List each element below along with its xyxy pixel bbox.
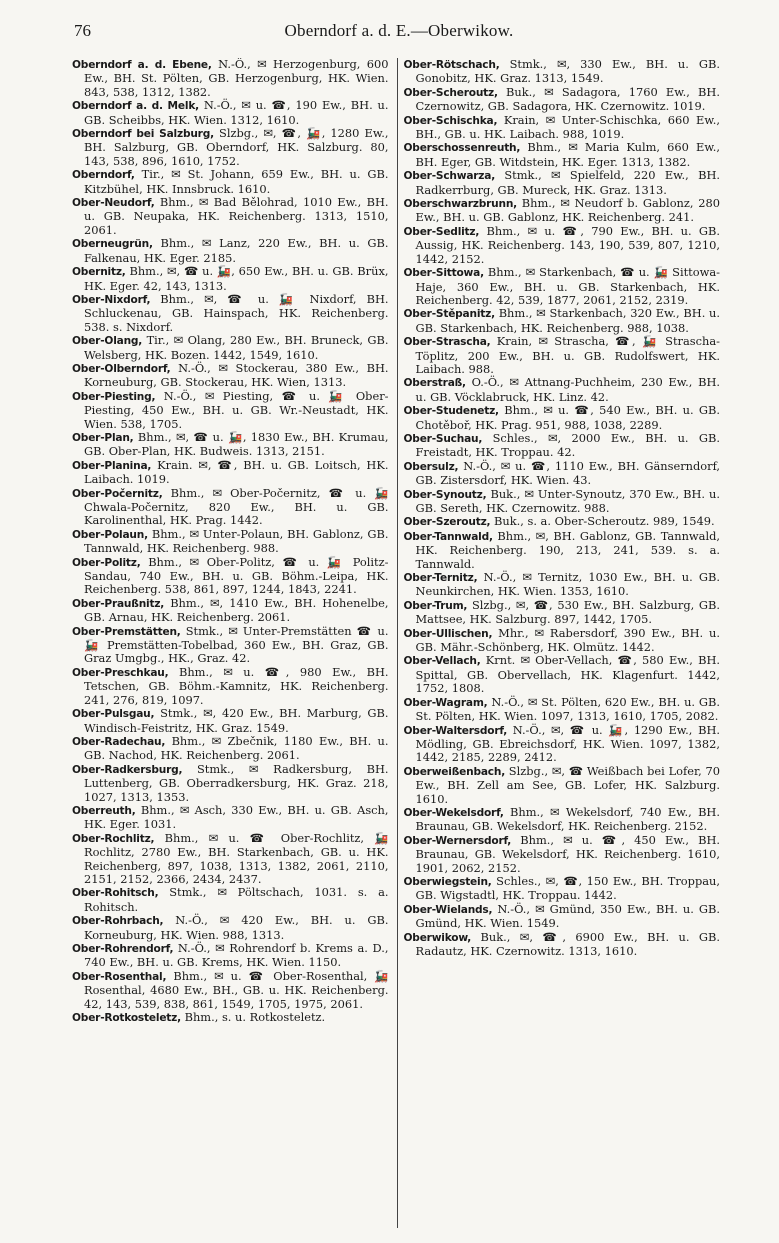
entry-text: N.-Ö., ✉ Herzogenburg, 600 Ew., BH. St. Pölten, GB. Herzogenburg, HK. Wien. 843, 538, 1312, 1382. [84,58,389,99]
entry-text: N.-Ö., ✉ u. ☎, 1110 Ew., BH. Gänserndorf, GB. Zistersdorf, HK. Wien. 43. [415,458,720,488]
entry-headword: Obernitz, [72,266,126,279]
entry-headword: Ober-Nixdorf, [72,293,151,306]
entry-text: Krain, ✉ Unter-Schischka, 660 Ew., BH., GB. u. HK. Laibach. 988, 1019. [415,112,720,142]
gazetteer-entry [404,765,721,806]
entry-text: Bhm., ✉ Zbečnik, 1180 Ew., BH. u. GB. Nachod, HK. Reichenberg. 2061. [84,733,389,763]
entry-headword: Ober-Szeroutz, [403,516,491,529]
gazetteer-entry [404,599,721,627]
entry-headword: Ober-Synoutz, [403,488,487,501]
gazetteer-entry [404,404,721,432]
entry-text: N.-Ö., ✉ Piesting, ☎ u. 🚂 Ober-Piesting, 450 Ew., BH. u. GB. Wr.-Neustadt, HK. Wien. 538, 1705. [84,388,389,431]
gazetteer-entry [72,804,389,832]
entry-headword: Oberndorf bei Salzburg, [72,128,214,141]
entry-headword: Ober-Rotkosteletz, [72,1012,181,1025]
entry-text: Stmk., ✉, 420 Ew., BH. Marburg, GB. Windisch-Feistritz, HK. Graz. 1549. [84,706,389,735]
gazetteer-entry [72,362,389,390]
entry-headword: Ober-Ullischen, [403,627,493,640]
entry-text: Bhm., ✉ u. ☎ Ober-Rosenthal, 🚂 Rosenthal, 4680 Ew., BH., GB. u. HK. Reichenberg. 42, 143, 539, 838, 861, 1549, 1705, 1975, 2061. [84,968,389,1011]
entry-text: N.-Ö., ✉ Stockerau, 380 Ew., BH. Korneuburg, GB. Stockerau, HK. Wien, 1313. [84,360,389,390]
entry-headword: Oberweißenbach, [403,765,506,778]
gazetteer-entry [404,197,721,225]
gazetteer-entry [72,597,389,625]
entry-headword: Ober-Rötschach, [403,59,500,71]
entry-headword: Oberreuth, [72,804,136,817]
gazetteer-entry [404,654,721,695]
entry-headword: Oberndorf, [72,169,135,182]
entry-text: Stmk., ✉ Unter-Premstätten ☎ u. 🚂 Premstätten-Tobelbad, 360 Ew., BH. Graz, GB. Graz Umgbg., HK., Graz. 42. [84,623,389,666]
gazetteer-entry [72,970,389,1011]
gazetteer-entry [404,931,721,959]
entry-text: Slzbg., ✉, ☎, 🚂, 1280 Ew., BH. Salzburg, GB. Oberndorf, HK. Salzburg. 80, 143, 538, 896, 1610, 1752. [84,126,389,168]
entry-text: Bhm., ✉ Ober-Politz, ☎ u. 🚂 Politz-Sandau, 740 Ew., BH. u. GB. Böhm.-Leipa, HK. Reichenberg. 538, 861, 897, 1244, 1843, 2241. [84,554,389,597]
entry-headword: Ober-Ternitz, [403,572,478,585]
gazetteer-entry [72,707,389,735]
entry-text: Mhr., ✉ Rabersdorf, 390 Ew., BH. u. GB. Mähr.-Schönberg, HK. Olmütz. 1442. [415,625,720,655]
page-number: 76 [74,21,91,40]
entry-headword: Ober-Pulsgau, [72,708,155,721]
gazetteer-entry [72,58,389,99]
gazetteer-entry [404,515,721,529]
gazetteer-entry [72,942,389,970]
entry-headword: Ober-Strascha, [403,336,491,349]
gazetteer-entry [72,265,389,293]
gazetteer-entry [72,390,389,431]
gazetteer-entry [404,460,721,488]
entry-headword: Oberwikow, [403,931,472,944]
entry-text: Bhm., ✉ u. ☎, 450 Ew., BH. Braunau, GB. Wekelsdorf, HK. Reichenberg. 1610, 1901, 2062, 2152. [415,832,720,875]
entry-headword: Ober-Stěpanitz, [403,308,495,321]
gazetteer-entry [404,169,721,197]
entry-text: Buk., s. a. Ober-Scheroutz. 989, 1549. [494,514,715,529]
gazetteer-entry [404,696,721,724]
entry-text: Stmk., ✉ Spielfeld, 220 Ew., BH. Radkerrburg, GB. Mureck, HK. Graz. 1313. [415,168,720,197]
entry-text: N.-Ö., ✉ St. Pölten, 620 Ew., BH. u. GB. St. Pölten, HK. Wien. 1097, 1313, 1610, 1705, 2082. [415,694,720,724]
entry-text: Slzbg., ✉, ☎ Weißbach bei Lofer, 70 Ew., BH. Zell am See, GB. Lofer, HK. Salzburg. 1610. [415,763,720,806]
entry-text: Bhm., s. u. Rotkosteletz. [184,1010,326,1025]
entry-headword: Obersulz, [403,460,459,473]
gazetteer-entry [72,735,389,763]
entry-headword: Ober-Wekelsdorf, [403,806,504,819]
entry-headword: Ober-Piesting, [72,390,156,403]
entry-text: Buk., ✉ Sadagora, 1760 Ew., BH. Czernowitz, GB. Sadagora, HK. Czernowitz. 1019. [415,84,720,114]
entry-text: Bhm., ✉ u. ☎ Ober-Rochlitz, 🚂 Rochlitz, 2780 Ew., BH. Starkenbach, GB. u. HK. Reichenberg, 897, 1038, 1313, 1382, 2061, 2110, 2151, 2152, 2366, 2434, 2437. [84,830,389,886]
gazetteer-entry [404,58,721,86]
entry-text: Bhm., ✉ Bad Bělohrad, 1010 Ew., BH. u. GB. Neupaka, HK. Reichenberg. 1313, 1510, 2061. [84,195,389,237]
entry-headword: Ober-Politz, [72,556,141,569]
gazetteer-entry [72,914,389,942]
gazetteer-entry [404,307,721,335]
gazetteer-entry [72,763,389,804]
entry-headword: Ober-Praußnitz, [72,597,165,610]
entry-headword: Ober-Suchau, [403,432,483,445]
entry-text: N.-Ö., ✉, ☎ u. 🚂, 1290 Ew., BH. Mödling, GB. Ebreichsdorf, HK. Wien. 1097, 1382, 1442, 2185, 2289, 2412. [415,722,720,765]
entry-text: Bhm., ✉ Ober-Počernitz, ☎ u. 🚂 Chwala-Počernitz, 820 Ew., BH. u. GB. Karolinenthal, HK. Prag. 1442. [84,485,389,528]
entry-headword: Ober-Plan, [72,431,134,444]
gazetteer-entry [404,571,721,599]
gazetteer-entry [404,834,721,875]
gazetteer-entry [72,625,389,666]
gazetteer-entry [404,86,721,114]
entry-text: Krain, ✉ Strascha, ☎, 🚂 Strascha-Töplitz, 200 Ew., BH. u. GB. Rudolfswert, HK. Laibach. 988. [415,334,720,376]
entry-headword: Ober-Wernersdorf, [403,834,512,847]
entry-headword: Oberwiegstein, [403,875,492,888]
entry-headword: Oberschossenreuth, [403,142,521,155]
entry-headword: Ober-Sittowa, [403,267,484,280]
entry-headword: Ober-Schischka, [403,114,498,127]
entry-text: Krnt. ✉ Ober-Vellach, ☎, 580 Ew., BH. Spittal, GB. Obervellach, HK. Klagenfurt. 1442, 1752, 1808. [415,653,720,696]
gazetteer-entry [72,528,389,556]
entry-text: Schles., ✉, 2000 Ew., BH. u. GB. Freistadt, HK. Troppau. 42. [415,430,720,460]
gazetteer-entry [404,114,721,142]
entry-headword: Ober-Rohrbach, [72,915,164,928]
entry-headword: Ober-Neudorf, [72,197,155,210]
gazetteer-entry [404,530,721,571]
entry-headword: Ober-Preschkau, [72,666,169,679]
entry-text: Buk., ✉ Unter-Synoutz, 370 Ew., BH. u. GB. Sereth, HK. Czernowitz. 988. [415,486,720,515]
gazetteer-entry [404,903,721,931]
entry-headword: Ober-Rohrendorf, [72,943,174,955]
gazetteer-entry [72,459,389,487]
gazetteer-entry [72,431,389,459]
entry-headword: Oberschwarzbrunn, [403,198,518,211]
right-column [398,58,721,1228]
entry-headword: Ober-Polaun, [72,528,148,541]
entry-text: Stmk., ✉ Radkersburg, BH. Luttenberg, GB. Oberradkersburg, HK. Graz. 218, 1027, 1313, 1353. [84,761,389,804]
gazetteer-entry [72,127,389,168]
entry-text: Bhm., ✉ Neudorf b. Gablonz, 280 Ew., BH. u. GB. Gablonz, HK. Reichenberg. 241. [415,196,720,225]
entry-text: Buk., ✉, ☎, 6900 Ew., BH. u. GB. Radautz, HK. Czernowitz. 1313, 1610. [415,929,720,958]
entry-text: Bhm., ✉ Wekelsdorf, 740 Ew., BH. Braunau, GB. Wekelsdorf, HK. Reichenberg. 2152. [415,804,720,834]
gazetteer-entry [404,141,721,169]
gazetteer-entry [72,237,389,265]
entry-text: Bhm., ✉, ☎ u. 🚂 Nixdorf, BH. Schluckenau, GB. Hainspach, HK. Reichenberg. 538. s. Nixdorf. [84,291,389,334]
entry-headword: Ober-Planina, [72,459,152,472]
gazetteer-entry [72,334,389,362]
entry-headword: Ober-Počernitz, [72,487,163,500]
entry-headword: Ober-Rosenthal, [72,970,167,983]
entry-text: Bhm., ✉ u. ☎, 540 Ew., BH. u. GB. Chotěboř, HK. Prag. 951, 988, 1038, 2289. [415,403,720,432]
entry-headword: Ober-Scheroutz, [403,86,498,99]
running-head: Oberndorf a. d. E.—Oberwikow. [284,21,514,40]
gazetteer-entry [404,488,721,516]
page-header [74,14,714,48]
gazetteer-entry [72,196,389,237]
gazetteer-entry [404,627,721,655]
gazetteer-entry [72,832,389,887]
entry-text: Stmk., ✉ Pöltschach, 1031. s. a. Rohitsch. [84,885,389,914]
entry-headword: Ober-Rochlitz, [72,832,155,845]
entry-headword: Oberndorf a. d. Ebene, [72,59,212,71]
gazetteer-entry [404,432,721,460]
entry-text: N.-Ö., ✉ u. ☎, 190 Ew., BH. u. GB. Scheibbs, HK. Wien. 1312, 1610. [84,98,389,127]
entry-headword: Ober-Rohitsch, [72,887,159,900]
gazetteer-entry [72,556,389,597]
entry-headword: Ober-Radkersburg, [72,763,183,776]
gazetteer-entry [404,335,721,376]
left-column [72,58,398,1228]
entry-text: N.-Ö., ✉ Gmünd, 350 Ew., BH. u. GB. Gmünd, HK. Wien. 1549. [415,901,720,931]
entry-headword: Ober-Schwarza, [403,170,496,183]
entry-text: Bhm., ✉ Starkenbach, 320 Ew., BH. u. GB. Starkenbach, HK. Reichenberg. 988, 1038. [415,306,720,335]
entry-text: Krain. ✉, ☎, BH. u. GB. Loitsch, HK. Laibach. 1019. [84,457,389,487]
entry-text: Bhm., ✉ Starkenbach, ☎ u. 🚂 Sittowa-Haje, 360 Ew., BH. u. GB. Starkenbach, HK. Reichenberg. 42, 539, 1877, 2061, 2152, 2319. [415,265,720,307]
entry-text: Stmk., ✉, 330 Ew., BH. u. GB. Gonobitz, HK. Graz. 1313, 1549. [415,58,720,86]
entry-headword: Oberstraß, [403,377,466,390]
entry-headword: Ober-Wagram, [403,696,488,709]
entry-headword: Ober-Premstätten, [72,625,181,638]
gazetteer-entry [72,99,389,127]
entry-text: N.-Ö., ✉ 420 Ew., BH. u. GB. Korneuburg, HK. Wien. 988, 1313. [84,913,389,942]
entry-text: Bhm., ✉, BH. Gablonz, GB. Tannwald, HK. Reichenberg. 190, 213, 241, 539. s. a. Tannwald. [415,528,720,571]
entry-text: N.-Ö., ✉ Rohrendorf b. Krems a. D., 740 Ew., BH. u. GB. Krems, HK. Wien. 1150. [84,941,389,970]
entry-columns [72,58,720,1228]
entry-text: Bhm., ✉ Asch, 330 Ew., BH. u. GB. Asch, HK. Eger. 1031. [84,802,389,832]
entry-headword: Ober-Waltersdorf, [403,724,508,737]
entry-text: Tir., ✉ St. Johann, 659 Ew., BH. u. GB. Kitzbühel, HK. Innsbruck. 1610. [84,167,389,196]
entry-headword: Ober-Studenetz, [403,405,499,418]
entry-text: Slzbg., ✉, ☎, 530 Ew., BH. Salzburg, GB. Mattsee, HK. Salzburg. 897, 1442, 1705. [415,597,720,627]
gazetteer-entry [72,1011,389,1025]
entry-headword: Ober-Radechau, [72,735,166,748]
entry-text: Bhm., ✉, 1410 Ew., BH. Hohenelbe, GB. Arnau, HK. Reichenberg. 2061. [84,595,389,625]
entry-headword: Oberneugrün, [72,238,153,251]
gazetteer-entry [72,666,389,707]
entry-text: Bhm., ✉ u. ☎, 790 Ew., BH. u. GB. Aussig, HK. Reichenberg. 143, 190, 539, 807, 1210, 1442, 2152. [415,223,720,266]
gazetteer-entry [72,168,389,196]
gazetteer-entry [404,225,721,266]
entry-text: Schles., ✉, ☎, 150 Ew., BH. Troppau, GB. Wigstadtl, HK. Troppau. 1442. [415,873,720,903]
gazetteer-entry [404,875,721,903]
gazetteer-entry [404,266,721,307]
gazetteer-entry [72,293,389,334]
entry-headword: Ober-Wielands, [403,903,493,916]
entry-text: Bhm., ✉ Maria Kulm, 660 Ew., BH. Eger, GB. Witdstein, HK. Eger. 1313, 1382. [415,140,720,169]
entry-headword: Ober-Tannwald, [403,530,493,543]
entry-text: Bhm., ✉ u. ☎, 980 Ew., BH. Tetschen, GB. Böhm.-Kamnitz, HK. Reichenberg. 241, 276, 819, 1097. [84,664,389,707]
entry-text: O.-Ö., ✉ Attnang-Puchheim, 230 Ew., BH. u. GB. Vöcklabruck, HK. Linz. 42. [415,375,720,404]
entry-text: Bhm., ✉, ☎ u. 🚂, 650 Ew., BH. u. GB. Brüx, HK. Eger. 42, 143, 1313. [84,264,389,293]
entry-text: Tir., ✉ Olang, 280 Ew., BH. Bruneck, GB. Welsberg, HK. Bozen. 1442, 1549, 1610. [84,333,389,362]
entry-text: Bhm., ✉ Lanz, 220 Ew., BH. u. GB. Falkenau, HK. Eger. 2185. [84,236,389,265]
gazetteer-entry [404,806,721,834]
entry-text: N.-Ö., ✉ Ternitz, 1030 Ew., BH. u. GB. Neunkirchen, HK. Wien. 1353, 1610. [415,570,720,599]
gazetteer-entry [72,886,389,914]
entry-headword: Ober-Sedlitz, [403,225,480,238]
entry-headword: Ober-Trum, [403,599,468,612]
gazetteer-entry [404,724,721,765]
gazetteer-entry [72,487,389,528]
entry-text: Bhm., ✉ Unter-Polaun, BH. Gablonz, GB. Tannwald, HK. Reichenberg. 988. [84,526,389,556]
entry-text: Bhm., ✉, ☎ u. 🚂, 1830 Ew., BH. Krumau, GB. Ober-Plan, HK. Budweis. 1313, 2151. [84,429,389,459]
gazetteer-entry [404,376,721,404]
entry-headword: Ober-Olang, [72,335,143,348]
entry-headword: Oberndorf a. d. Melk, [72,100,199,113]
entry-headword: Ober-Olberndorf, [72,362,171,375]
entry-headword: Ober-Vellach, [403,655,481,668]
